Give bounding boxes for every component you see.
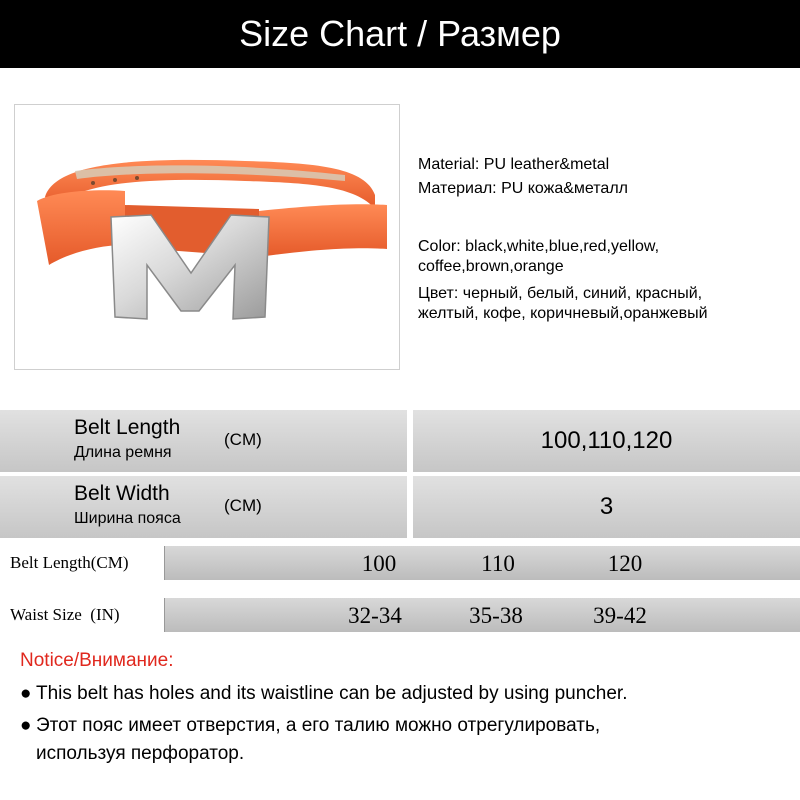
color-ru-line2: желтый, кофе, коричневый,оранжевый [418, 305, 708, 322]
spec-label-cell [0, 410, 407, 472]
material-ru: Материал: PU кожа&металл [418, 180, 628, 197]
size-row-label: Belt Length(CM) [10, 553, 129, 572]
product-photo [14, 104, 400, 370]
material-en: Material: PU leather&metal [418, 156, 610, 173]
size-value: 120 [607, 551, 643, 576]
notice-item-ru-cont [20, 740, 800, 768]
size-row-belt-length [0, 546, 800, 580]
notice-text-en: This belt has holes and its waistline can be adjusted by using puncher. [36, 683, 628, 704]
color-ru-line1: Цвет: черный, белый, синий, красный, [418, 285, 703, 302]
notice-title: Notice/Внимание: [20, 650, 174, 671]
spec-row-belt-width [0, 476, 800, 538]
size-row-waist-size [0, 598, 800, 632]
spec-label-ru: Ширина пояса [74, 510, 181, 527]
notice-item-en [20, 680, 800, 708]
size-row-bar [164, 546, 800, 580]
spec-value: 100,110,120 [413, 410, 800, 472]
belt-illustration [15, 105, 400, 370]
notice-text-ru2: используя перфоратор. [36, 743, 245, 764]
color-en-line1: Color: black,white,blue,red,yellow, [418, 238, 660, 255]
spec-unit: (CM) [224, 430, 262, 449]
bullet-icon: ● [20, 715, 32, 736]
notice-text-ru1: Этот пояс имеет отверстия, а его талию можно отрегулировать, [36, 715, 601, 736]
size-value: 110 [481, 551, 515, 576]
size-value: 32-34 [348, 603, 402, 628]
bullet-icon: ● [20, 683, 32, 704]
spec-label-ru: Длина ремня [74, 444, 172, 461]
size-value: 100 [361, 551, 397, 576]
spec-row-belt-length [0, 410, 800, 472]
spec-value: 3 [413, 476, 800, 538]
page-title: Size Chart / Размер [0, 0, 800, 68]
belt-right-strap [259, 204, 387, 257]
size-value: 35-38 [469, 603, 523, 628]
spec-label-en: Belt Width [74, 482, 170, 505]
spec-label-en: Belt Length [74, 416, 181, 439]
size-row-label: Waist Size (IN) [10, 605, 120, 624]
spec-unit: (CM) [224, 496, 262, 515]
notice-item-ru [20, 712, 800, 740]
size-row-bar [164, 598, 800, 632]
spec-label-cell [0, 476, 407, 538]
size-value: 39-42 [593, 603, 647, 628]
color-en-line2: coffee,brown,orange [418, 258, 564, 275]
